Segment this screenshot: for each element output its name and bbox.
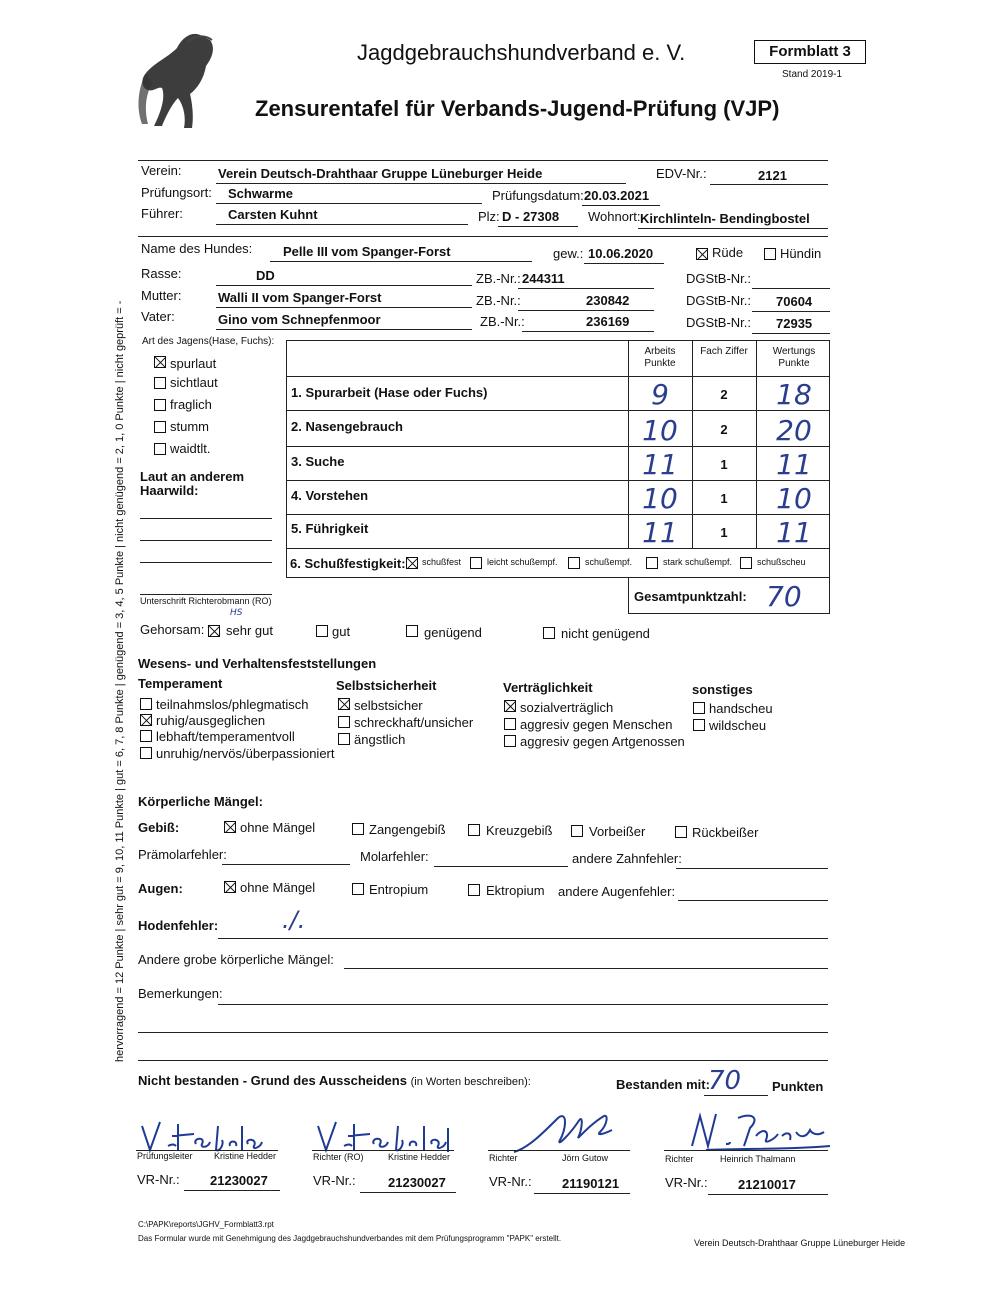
bestanden-value: 70 [708,1066,742,1096]
nicht-bestanden-label [138,1073,531,1088]
vater-value: Gino vom Schnepfenmoor [218,312,381,327]
judge-vr: 21210017 [738,1177,796,1192]
vater-label: Vater: [141,309,175,324]
score-row-wertung: 18 [776,378,812,411]
footer-note: Das Formular wurde mit Genehmigung des Jagdgebrauchshundverbandes mit dem Prüfungsprogramm "PAPK" erstellt. [138,1234,562,1243]
score-row-wertung: 20 [776,414,812,447]
laut-label: Laut an anderem Haarwild: [140,469,245,498]
selbst-label: selbstsicher [354,698,423,713]
schussempf-checkbox[interactable] [568,557,580,569]
vr-label: VR-Nr.: [137,1172,180,1187]
fraglich-checkbox[interactable] [154,399,166,411]
gebiss-option-label: Rückbeißer [692,825,759,840]
huendin-label: Hündin [780,246,822,261]
score-row-fach: 2 [720,422,728,437]
waidtlt-checkbox[interactable] [154,443,166,455]
selbst-checkbox[interactable] [338,716,350,728]
mutter-dgstb-label: DGStB-Nr.: [686,293,752,308]
fuehrer-value: Carsten Kuhnt [228,207,318,222]
selbst-title: Selbstsicherheit [336,678,437,693]
augen-option-label: Entropium [369,882,429,897]
score-row-fach: 1 [720,457,728,472]
gebiss-checkbox[interactable] [224,821,236,833]
score-row-wertung: 11 [776,516,812,549]
gebiss-option-label: Zangengebiß [369,822,446,837]
gew-label: gew.: [553,246,584,261]
gehorsam-gut-label: gut [332,624,351,639]
temperament-title: Temperament [138,676,223,691]
gehorsam-nicht-genuegend-checkbox[interactable] [543,627,555,639]
selbst-label: ängstlich [354,732,406,747]
waidtlt-label: waidtlt. [170,441,211,456]
judge-role: Richter [665,1154,694,1164]
huendin-checkbox[interactable] [764,248,776,260]
jagen-label: Art des Jagens(Hase, Fuchs): [142,336,275,347]
augen-checkbox[interactable] [224,881,236,893]
score-row-label: 5. Führigkeit [291,521,369,536]
vertrag-label: sozialverträglich [520,700,614,715]
form-version: Stand 2019-1 [782,69,843,80]
temperament-label: teilnahmslos/phlegmatisch [156,697,309,712]
augen-other-label: andere Augenfehler: [558,884,676,899]
score-row-arbeits: 10 [642,414,678,447]
page-title: Zensurentafel für Verbands-Jugend-Prüfung (VJP) [255,96,780,121]
zb-value: 244311 [522,271,565,286]
judge-name: Jörn Gutow [562,1153,609,1163]
score-row-label: 1. Spurarbeit (Hase oder Fuchs) [291,385,488,400]
temperament-checkbox[interactable] [140,747,152,759]
sichtlaut-checkbox[interactable] [154,377,166,389]
rasse-label: Rasse: [141,266,182,281]
unterschrift-ro-label: Unterschrift Richterobmann (RO) [140,596,272,606]
hund-name-label: Name des Hundes: [141,241,253,256]
judge-role: Richter [489,1153,518,1163]
plz-label: Plz: [478,209,500,224]
gebiss-option-label: Kreuzgebiß [486,823,553,838]
augen-option-label: ohne Mängel [240,880,316,895]
leicht-schussempf-label: leicht schußempf. [487,557,558,567]
dgstb-label: DGStB-Nr.: [686,271,752,286]
vater-dgstb-value: 72935 [776,316,813,331]
wesen-title: Wesens- und Verhaltensfeststellungen [138,656,377,671]
judge-vr: 21230027 [388,1175,446,1190]
hoden-label: Hodenfehler: [138,918,219,933]
hoden-value: ./. [282,906,306,934]
signature-richter-thalmann [686,1106,836,1156]
sonst-label: wildscheu [709,718,767,733]
zahn-label: andere Zahnfehler: [572,851,682,866]
koerper-title: Körperliche Mängel: [138,794,263,809]
zb-label: ZB.-Nr.: [476,271,521,286]
stark-schussempf-checkbox[interactable] [646,557,658,569]
augen-option-label: Ektropium [486,883,545,898]
leicht-schussempf-checkbox[interactable] [470,557,482,569]
score-row-label: 2. Nasengebrauch [291,419,403,434]
gehorsam-genuegend-label: genügend [424,625,482,640]
vertrag-checkbox[interactable] [504,735,516,747]
vater-zb-label: ZB.-Nr.: [480,314,525,329]
augen-checkbox[interactable] [352,883,364,895]
gehorsam-sehr-gut-checkbox[interactable] [208,625,220,637]
score-row-arbeits: 11 [642,448,678,481]
datum-label: Prüfungsdatum: [492,188,584,203]
andere-label: Andere grobe körperliche Mängel: [138,952,334,967]
selbst-checkbox[interactable] [338,733,350,745]
vertrag-title: Verträglichkeit [503,680,593,695]
temperament-checkbox[interactable] [140,698,152,710]
molar-label: Molarfehler: [360,849,429,864]
gesamt-label: Gesamtpunktzahl: [634,589,747,604]
jghv-logo [132,28,222,138]
stark-schussempf-label: stark schußempf. [663,557,733,567]
judge-vr: 21230027 [210,1173,268,1188]
vater-zb-value: 236169 [586,314,630,329]
datum-value: 20.03.2021 [584,188,650,203]
ort-value: Schwarme [228,186,294,201]
sichtlaut-label: sichtlaut [170,375,218,390]
score-row-arbeits: 10 [642,482,678,515]
footer-club: Verein Deutsch-Drahthaar Gruppe Lüneburger Heide [694,1238,906,1248]
score-row-label: 4. Vorstehen [291,488,369,503]
augen-checkbox[interactable] [468,884,480,896]
vertrag-label: aggresiv gegen Artgenossen [520,734,685,749]
fuehrer-label: Führer: [141,206,183,221]
gebiss-checkbox[interactable] [352,823,364,835]
form-label: Formblatt 3 [754,40,866,64]
schussscheu-checkbox[interactable] [740,557,752,569]
gehorsam-nicht-genuegend-label: nicht genügend [561,626,650,641]
judge-name: Heinrich Thalmann [720,1154,796,1164]
schussempf-label: schußempf. [585,557,633,567]
verein-value: Verein Deutsch-Drahthaar Gruppe Lüneburger Heide [218,166,543,181]
score-row-wertung: 11 [776,448,812,481]
edv-label: EDV-Nr.: [656,166,707,181]
vr-label: VR-Nr.: [665,1175,708,1190]
schussfest-label: schußfest [422,557,462,567]
judge-role: Prüfungsleiter [137,1151,193,1161]
bestanden-label: Bestanden mit: [616,1077,710,1092]
score-row-wertung: 10 [776,482,812,515]
praemolar-label: Prämolarfehler: [138,847,227,862]
col-arbeits-header: Arbeits Punkte [644,346,676,369]
augen-label: Augen: [138,881,183,896]
schuss-label: 6. Schußfestigkeit: [290,556,406,571]
ruede-label: Rüde [712,245,744,260]
vr-label: VR-Nr.: [489,1174,532,1189]
gew-value: 10.06.2020 [588,246,654,261]
selbst-checkbox[interactable] [338,698,350,710]
temperament-checkbox[interactable] [140,714,152,726]
vertrag-label: aggresiv gegen Menschen [520,717,673,732]
sonst-checkbox[interactable] [693,719,705,731]
gehorsam-label: Gehorsam: [140,622,205,637]
gebiss-option-label: ohne Mängel [240,820,316,835]
mutter-zb-label: ZB.-Nr.: [476,293,521,308]
score-row-fach: 1 [720,491,728,506]
gebiss-label: Gebiß: [138,820,180,835]
ruede-checkbox[interactable] [696,248,708,260]
gehorsam-sehr-gut-label: sehr gut [226,623,273,638]
sonst-checkbox[interactable] [693,702,705,714]
temperament-label: lebhaft/temperamentvoll [156,729,295,744]
score-row-arbeits: 11 [642,516,678,549]
hund-name-value: Pelle III vom Spanger-Forst [283,244,451,259]
vertrag-checkbox[interactable] [504,718,516,730]
score-row-label: 3. Suche [291,454,345,469]
gehorsam-gut-checkbox[interactable] [316,625,328,637]
gehorsam-initials: HS [230,608,243,618]
col-wertung-header: Wertungs Punkte [772,346,816,369]
temperament-label: unruhig/nervös/überpassioniert [156,746,335,761]
sonst-label: handscheu [709,701,773,716]
schussscheu-label: schußscheu [757,557,806,567]
gesamt-value: 70 [766,580,802,613]
mutter-value: Walli II vom Spanger-Forst [218,290,382,305]
gebiss-checkbox[interactable] [468,824,480,836]
mutter-label: Mutter: [141,288,182,303]
judge-role: Richter (RO) [313,1152,364,1162]
mutter-dgstb-value: 70604 [776,294,813,309]
vater-dgstb-label: DGStB-Nr.: [686,315,752,330]
nicht-bestanden-text: Nicht bestanden - Grund des Ausscheidens [138,1073,407,1088]
signature-richter-gutow [508,1104,618,1160]
col-fach-header: Fach Ziffer [700,346,748,357]
judge-vr: 21190121 [562,1176,620,1191]
temperament-checkbox[interactable] [140,730,152,742]
wohnort-label: Wohnort: [588,209,641,224]
vertrag-checkbox[interactable] [504,700,516,712]
gehorsam-genuegend-checkbox[interactable] [406,625,418,637]
edv-value: 2121 [758,168,787,183]
verein-label: Verein: [141,163,182,178]
stumm-checkbox[interactable] [154,421,166,433]
judge-name: Kristine Hedder [388,1152,451,1162]
temperament-label: ruhig/ausgeglichen [156,713,266,728]
bemerk-label: Bemerkungen: [138,986,223,1001]
selbst-label: schreckhaft/unsicher [354,715,474,730]
fraglich-label: fraglich [170,397,212,412]
score-row-fach: 1 [720,525,728,540]
nicht-bestanden-hint: (in Worten beschreiben): [410,1076,531,1088]
score-row-fach: 2 [720,387,728,402]
wohnort-value: Kirchlinteln- Bendingbostel [640,211,810,226]
mutter-zb-value: 230842 [586,293,630,308]
rasse-value: DD [256,268,275,283]
footer-path: C:\PAPK\reports\JGHV_Formblatt3.rpt [138,1220,274,1229]
judge-name: Kristine Hedder [214,1151,277,1161]
association-name: Jagdgebrauchshundverband e. V. [357,40,686,65]
schussfest-checkbox[interactable] [406,557,418,569]
stumm-label: stumm [170,419,209,434]
gebiss-checkbox[interactable] [571,825,583,837]
vr-label: VR-Nr.: [313,1173,356,1188]
punkten-label: Punkten [772,1079,824,1094]
spurlaut-label: spurlaut [170,356,217,371]
score-row-arbeits: 9 [651,378,669,411]
spurlaut-checkbox[interactable] [154,356,166,368]
sonst-title: sonstiges [692,682,753,697]
gebiss-checkbox[interactable] [675,826,687,838]
gebiss-option-label: Vorbeißer [589,824,646,839]
ort-label: Prüfungsort: [141,185,212,200]
plz-value: D - 27308 [502,209,560,224]
